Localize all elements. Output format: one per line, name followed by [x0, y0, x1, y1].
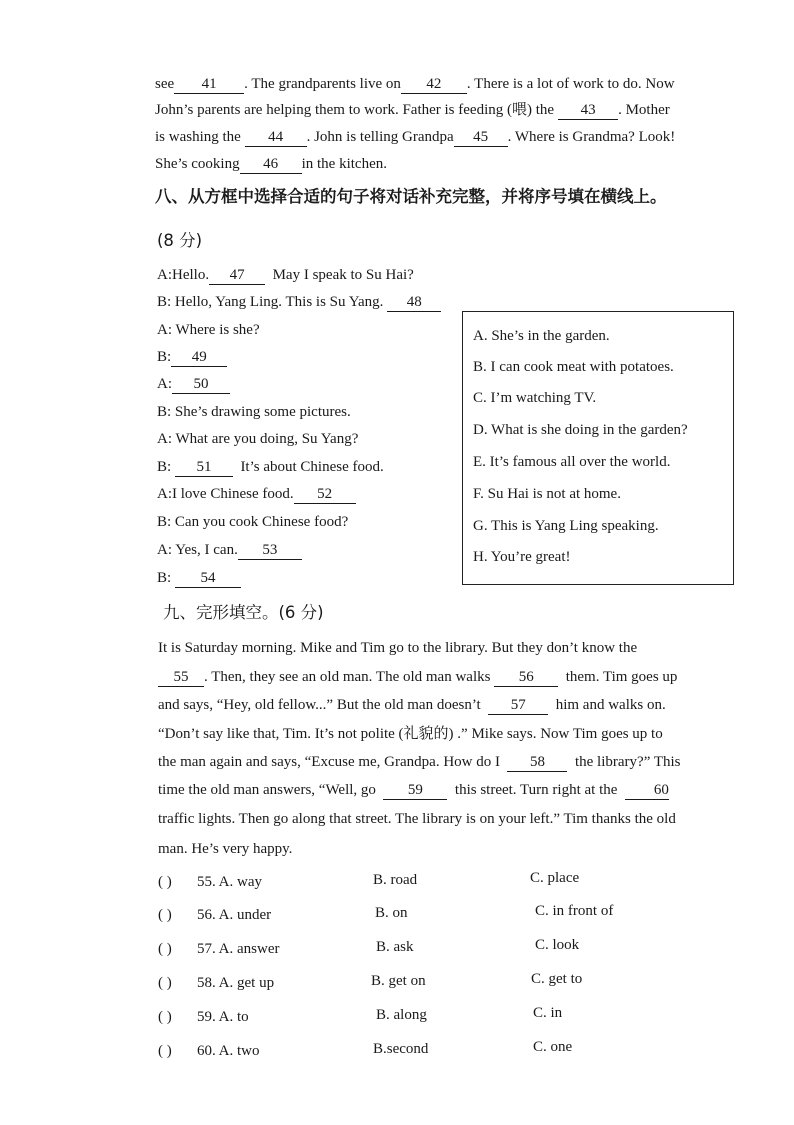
cloze-line-8: man. He’s very happy. — [158, 841, 293, 857]
option-b: B.second — [373, 1041, 429, 1057]
blank-43: 43 — [558, 102, 618, 120]
blank-59: 59 — [383, 782, 447, 800]
blank-60: 60 — [625, 782, 669, 800]
option-c: C. look — [535, 937, 580, 953]
option-d: D. What is she doing in the garden? — [473, 422, 688, 438]
answer-paren[interactable]: ( ) — [158, 941, 172, 957]
option-f: F. Su Hai is not at home. — [473, 486, 621, 502]
blank-53: 53 — [238, 542, 302, 560]
answer-paren[interactable]: ( ) — [158, 975, 172, 991]
cloze-line-2: 55 . Then, they see an old man. The old man walks 56 them. Tim goes up — [158, 667, 677, 687]
passage-line-2: John’s parents are helping them to work. Father is feeding (喂) the 43 . Mother — [155, 102, 670, 118]
option-c: C. in — [533, 1005, 563, 1021]
passage-line-1: see 41 . The grandparents live on 42 . There is a lot of work to do. Now — [155, 76, 675, 92]
blank-54: 54 — [175, 570, 241, 588]
cloze-line-4: “Don’t say like that, Tim. It’s not polite (礼貌的) .” Mike says. Now Tim goes up to — [158, 726, 663, 742]
option-c: C. I’m watching TV. — [473, 390, 597, 406]
section-8-score: (8 分) — [157, 231, 203, 250]
option-a: 58. A. get up — [197, 975, 275, 991]
option-a: 56. A. under — [197, 907, 272, 923]
option-a: 60. A. two — [197, 1043, 260, 1059]
option-c: C. get to — [531, 971, 583, 987]
blank-57: 57 — [488, 697, 548, 715]
passage-line-4: She’s cooking 46 in the kitchen. — [155, 156, 387, 172]
section-9-title: 九、完形填空。(6 分) — [163, 603, 324, 622]
dialogue-line-12: B: 54 — [157, 568, 241, 588]
blank-50: 50 — [172, 376, 230, 394]
option-h: H. You’re great! — [473, 549, 571, 565]
option-b: B. ask — [376, 939, 414, 955]
option-c: C. place — [530, 870, 580, 886]
blank-41: 41 — [174, 76, 244, 94]
blank-45: 45 — [454, 129, 508, 147]
blank-44: 44 — [245, 129, 307, 147]
dialogue-line-5: A: 50 — [157, 374, 230, 394]
option-b: B. get on — [371, 973, 426, 989]
dialogue-line-3: A: Where is she? — [157, 322, 260, 338]
cloze-line-7: traffic lights. Then go along that street. The library is on your left.” Tim thanks the old — [158, 811, 676, 827]
option-c: C. in front of — [535, 903, 614, 919]
answer-paren[interactable]: ( ) — [158, 874, 172, 890]
blank-42: 42 — [401, 76, 467, 94]
cloze-line-3: and says, “Hey, old fellow...” But the old man doesn’t 57 him and walks on. — [158, 697, 666, 713]
blank-49: 49 — [171, 349, 227, 367]
blank-47: 47 — [209, 267, 265, 285]
blank-51: 51 — [175, 459, 233, 477]
option-a: 59. A. to — [197, 1009, 249, 1025]
cloze-line-6: time the old man answers, “Well, go 59 this street. Turn right at the 60 — [158, 782, 669, 798]
dialogue-line-4: B: 49 — [157, 347, 227, 367]
dialogue-line-7: A: What are you doing, Su Yang? — [157, 431, 359, 447]
option-b: B. along — [376, 1007, 427, 1023]
cloze-line-1: It is Saturday morning. Mike and Tim go to the library. But they don’t know the — [158, 640, 638, 656]
blank-48: 48 — [387, 294, 441, 312]
answer-paren[interactable]: ( ) — [158, 1009, 172, 1025]
option-g: G. This is Yang Ling speaking. — [473, 518, 659, 534]
option-b: B. road — [373, 872, 418, 888]
option-a: 55. A. way — [197, 874, 262, 890]
option-b: B. I can cook meat with potatoes. — [473, 359, 674, 375]
option-b: B. on — [375, 905, 408, 921]
option-c: C. one — [533, 1039, 573, 1055]
passage-line-3: is washing the 44 . John is telling Grandpa 45 . Where is Grandma? Look! — [155, 129, 676, 145]
dialogue-line-2: B: Hello, Yang Ling. This is Su Yang. 48 — [157, 292, 441, 312]
dialogue-line-6: B: She’s drawing some pictures. — [157, 404, 351, 420]
blank-46: 46 — [240, 156, 302, 174]
option-a: 57. A. answer — [197, 941, 280, 957]
blank-56: 56 — [494, 669, 558, 687]
dialogue-line-1: A:Hello. 47 May I speak to Su Hai? — [157, 267, 414, 283]
dialogue-line-9: A:I love Chinese food. 52 — [157, 484, 356, 504]
cloze-line-5: the man again and says, “Excuse me, Grandpa. How do I 58 the library?” This — [158, 754, 681, 770]
answer-paren[interactable]: ( ) — [158, 1043, 172, 1059]
blank-52: 52 — [294, 486, 356, 504]
answer-paren[interactable]: ( ) — [158, 907, 172, 923]
dialogue-line-10: B: Can you cook Chinese food? — [157, 514, 349, 530]
section-8-title: 八、从方框中选择合适的句子将对话补充完整，并将序号填在横线上。 — [155, 187, 667, 206]
blank-58: 58 — [507, 754, 567, 772]
option-e: E. It’s famous all over the world. — [473, 454, 671, 470]
dialogue-line-8: B: 51 It’s about Chinese food. — [157, 459, 384, 475]
option-a: A. She’s in the garden. — [473, 328, 610, 344]
options-box — [462, 311, 734, 585]
dialogue-line-11: A: Yes, I can. 53 — [157, 540, 302, 560]
blank-55: 55 — [158, 669, 204, 687]
